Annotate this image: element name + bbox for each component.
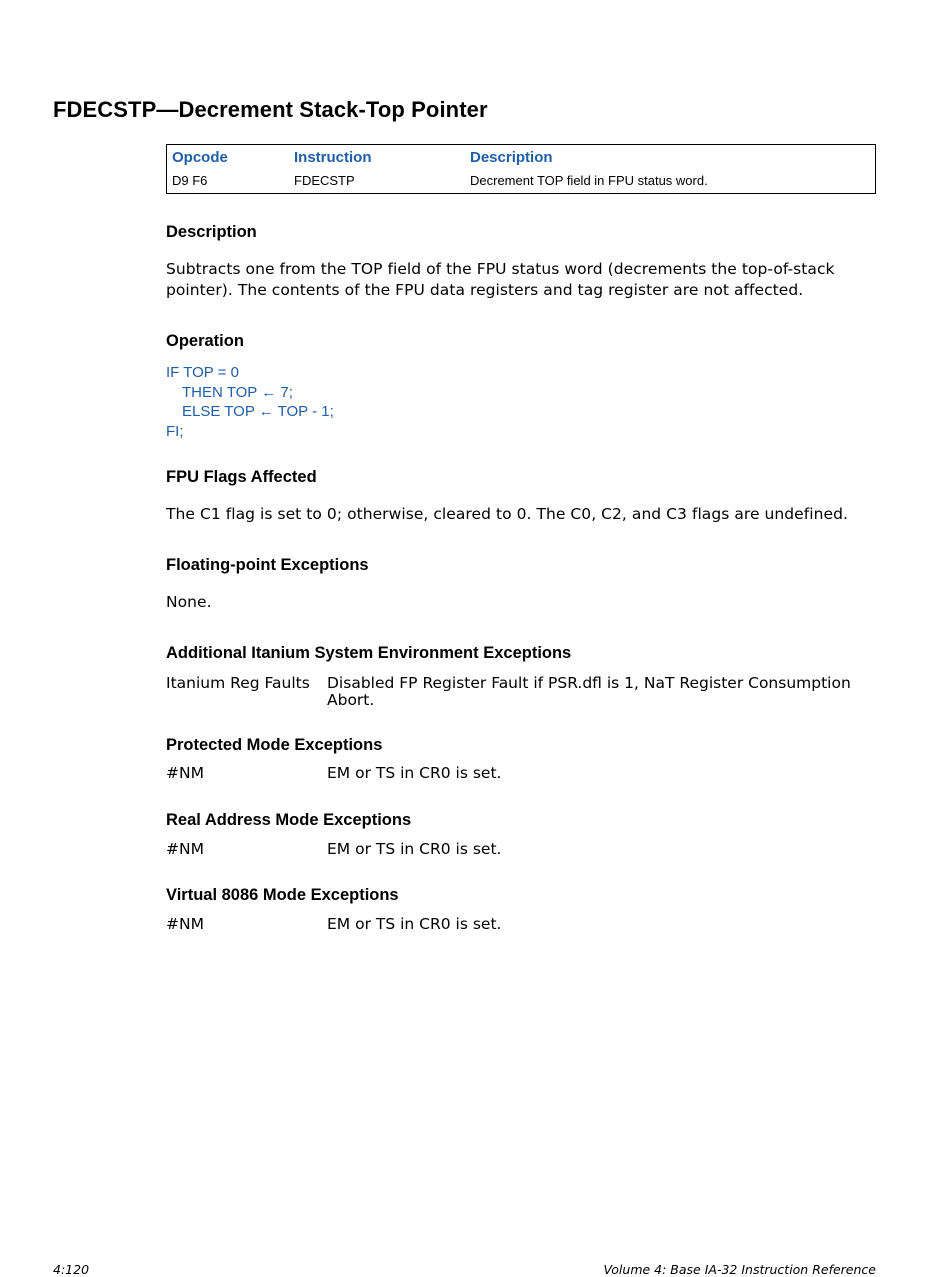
code-line: THEN TOP ← 7;	[182, 383, 293, 401]
exception-description: EM or TS in CR0 is set.	[327, 764, 502, 782]
description-header: Description	[470, 149, 553, 166]
fpu-flags-text: The C1 flag is set to 0; otherwise, cleared to 0. The C0, C2, and C3 flags are undefined.	[166, 505, 848, 523]
v86-mode-heading: Virtual 8086 Mode Exceptions	[166, 886, 399, 904]
fp-exceptions-text: None.	[166, 593, 212, 611]
fp-exceptions-heading: Floating-point Exceptions	[166, 556, 369, 574]
opcode-header: Opcode	[172, 149, 228, 166]
exception-name: #NM	[166, 915, 204, 933]
opcode-cell: D9 F6	[172, 173, 208, 188]
description-text: Subtracts one from the TOP field of the FPU status word (decrements the top-of-stack pointer). The contents of the FPU data registers and tag register are not affected.	[166, 260, 835, 299]
operation-heading: Operation	[166, 332, 244, 350]
exception-name: Itanium Reg Faults	[166, 674, 310, 692]
opcode-table	[166, 144, 876, 194]
itanium-exceptions-heading: Additional Itanium System Environment Exceptions	[166, 644, 572, 662]
instruction-cell: FDECSTP	[294, 173, 355, 188]
exception-name: #NM	[166, 764, 204, 782]
exception-description: EM or TS in CR0 is set.	[327, 915, 502, 933]
code-line: ELSE TOP ← TOP - 1;	[182, 403, 334, 420]
book-title: Volume 4: Base IA-32 Instruction Reference	[603, 1262, 876, 1277]
code-line: FI;	[166, 422, 184, 440]
description-heading: Description	[166, 223, 257, 241]
exception-description: Disabled FP Register Fault if PSR.dfl is 1, NaT Register Consumption Abort.	[327, 674, 851, 709]
description-cell: Decrement TOP field in FPU status word.	[470, 173, 708, 188]
page-title: FDECSTP—Decrement Stack-Top Pointer	[53, 97, 488, 122]
instruction-header: Instruction	[294, 149, 372, 166]
exception-description: EM or TS in CR0 is set.	[327, 840, 502, 858]
page-number: 4:120	[53, 1262, 90, 1277]
code-line: IF TOP = 0	[166, 364, 239, 381]
protected-mode-heading: Protected Mode Exceptions	[166, 736, 383, 754]
operation-code	[166, 363, 334, 441]
exception-name: #NM	[166, 840, 204, 858]
fpu-flags-heading: FPU Flags Affected	[166, 468, 317, 486]
real-mode-heading: Real Address Mode Exceptions	[166, 811, 412, 829]
